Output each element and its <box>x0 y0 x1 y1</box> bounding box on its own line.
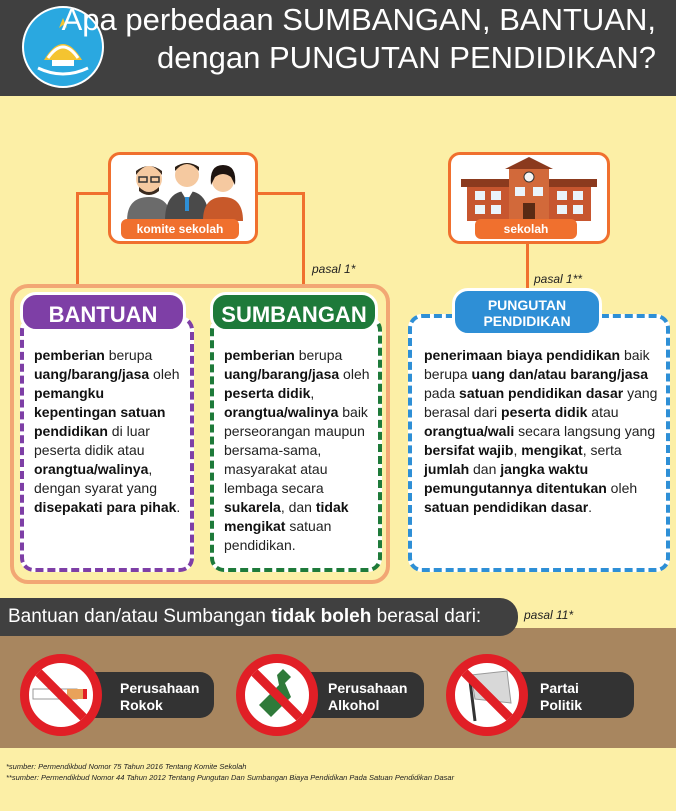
footnote-2: **sumber: Permendikbud Nomor 44 Tahun 2012 Tentang Pungutan Dan Sumbangan Biaya Pendidikan Pada Satuan Pendidikan Dasar <box>6 773 455 782</box>
connector-line <box>76 192 79 288</box>
no-smoking-icon <box>20 654 102 736</box>
pasal-1-ref: pasal 1* <box>312 262 356 276</box>
bantuan-definition: pemberian berupa uang/barang/jasa oleh pemangku kepentingan satuan pendidikan di luar peserta didik atau orangtua/walinya, dengan syarat yang disepakati para pihak. <box>34 347 181 515</box>
connector-line <box>302 192 305 288</box>
sumbangan-definition: pemberian berupa uang/barang/jasa oleh peserta didik, orangtua/walinya baik perseorangan maupun bersama-sama, masyarakat atau lembaga secara sukarela, dan tidak mengikat satuan pendidikan. <box>224 347 370 553</box>
bantuan-box <box>20 316 194 572</box>
page-title-line2: dengan PUNGUTAN PENDIDIKAN? <box>156 40 656 75</box>
pasal-11-ref: pasal 11* <box>524 608 574 622</box>
footnote-1: *sumber: Permendikbud Nomor 75 Tahun 2016 Tentang Komite Sekolah <box>6 762 247 771</box>
connector-line <box>76 192 110 195</box>
sekolah-card <box>448 152 610 244</box>
connector-line <box>250 192 305 195</box>
no-political-party-icon <box>446 654 528 736</box>
prohibited-sources-heading: Bantuan dan/atau Sumbangan tidak boleh berasal dari: <box>0 598 518 636</box>
school-building-icon <box>451 155 607 221</box>
connector-line <box>526 238 529 288</box>
pasal-1-ref-2: pasal 1** <box>534 272 583 286</box>
people-icon <box>111 155 255 221</box>
bantuan-title: BANTUAN <box>20 292 186 332</box>
pungutan-definition: penerimaan biaya pendidikan baik berupa uang dan/atau barang/jasa pada satuan pendidikan dasar yang berasal dari peserta didik atau orangtua/wali secara langsung yang bersifat wajib, mengikat, serta jumlah dan jangka waktu pemungutannya ditentukan oleh satuan pendidikan dasar. <box>424 347 658 515</box>
sumbangan-box <box>210 316 382 572</box>
sumbangan-title: SUMBANGAN <box>210 292 378 332</box>
page-title-line1: Apa perbedaan SUMBANGAN, BANTUAN, <box>61 2 656 37</box>
sekolah-label: sekolah <box>475 219 577 239</box>
ban-alkohol-label: Perusahaan Alkohol <box>298 672 424 718</box>
pungutan-box <box>408 314 670 572</box>
pungutan-title-line2: PENDIDIKAN <box>483 313 571 329</box>
komite-sekolah-label: komite sekolah <box>121 219 239 239</box>
komite-sekolah-card <box>108 152 258 244</box>
ban-rokok-label: Perusahaan Rokok <box>90 672 214 718</box>
pungutan-title <box>452 288 602 336</box>
pungutan-title-line1: PUNGUTAN <box>487 297 567 313</box>
ban-partai-label: Partai Politik <box>510 672 634 718</box>
no-alcohol-icon <box>236 654 318 736</box>
